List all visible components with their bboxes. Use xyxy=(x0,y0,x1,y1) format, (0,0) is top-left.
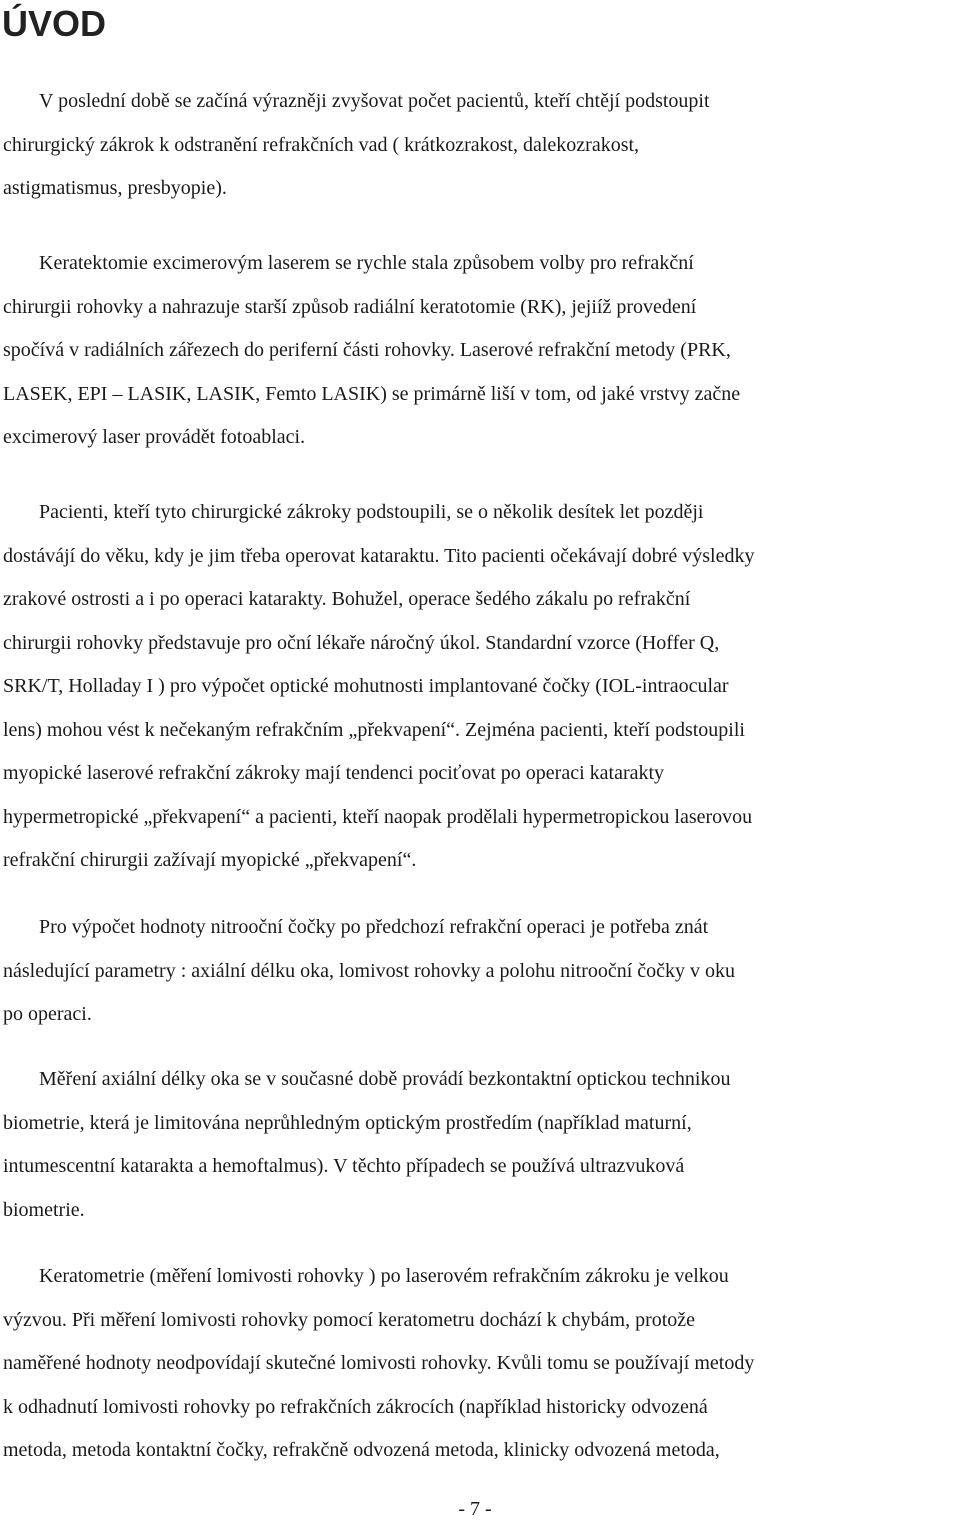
paragraph-line: intumescentní katarakta a hemoftalmus). V těchto případech se používá ultrazvuková xyxy=(3,1155,685,1177)
paragraph-line: k odhadnutí lomivosti rohovky po refrakčních zákrocích (například historicky odvozená xyxy=(3,1395,708,1418)
paragraph-line: Pacienti, kteří tyto chirurgické zákroky podstoupili, se o několik desítek let později xyxy=(39,501,704,523)
paragraph-line: výzvou. Při měření lomivosti rohovky pomocí keratometru dochází k chybám, protože xyxy=(3,1308,696,1331)
paragraph-line: chirurgii rohovky představuje pro oční lékaře náročný úkol. Standardní vzorce (Hoffer Q, xyxy=(3,631,720,654)
paragraph-line: metoda, metoda kontaktní čočky, refrakčně odvozená metoda, klinicky odvozená metoda, xyxy=(3,1439,720,1461)
paragraph-line: Keratektomie excimerovým laserem se rychle stala způsobem volby pro refrakční xyxy=(39,252,694,274)
paragraph-line: dostávájí do věku, kdy je jim třeba operovat kataraktu. Tito pacienti očekávají dobré výsledky xyxy=(3,544,755,567)
page-footer xyxy=(0,1496,960,1522)
paragraph-keratectomy xyxy=(3,242,960,460)
page-number: - 7 - xyxy=(458,1498,492,1520)
paragraph-line: Měření axiální délky oka se v současné době provádí bezkontaktní optickou technikou xyxy=(39,1068,731,1090)
paragraph-line: myopické laserové refrakční zákroky mají tendenci pociťovat po operaci katarakty xyxy=(3,762,665,784)
paragraph-lens-calculation xyxy=(3,906,960,1037)
paragraph-line: astigmatismus, presbyopie). xyxy=(3,177,227,199)
paragraph-line: následující parametry : axiální délku oka, lomivost rohovky a polohu nitrooční čočky v oku xyxy=(3,959,736,982)
paragraph-line: LASEK, EPI – LASIK, LASIK, Femto LASIK) se primárně liší v tom, od jaké vrstvy začne xyxy=(3,382,741,405)
paragraph-intro xyxy=(3,80,960,211)
section-heading: ÚVOD xyxy=(2,3,107,44)
paragraph-axial-length xyxy=(3,1058,960,1232)
paragraph-keratometry xyxy=(3,1255,960,1473)
paragraph-line: V poslední době se začíná výrazněji zvyšovat počet pacientů, kteří chtějí podstoupit xyxy=(39,90,710,112)
paragraph-line: po operaci. xyxy=(3,1003,92,1025)
paragraph-line: lens) mohou vést k nečekaným refrakčním „překvapení“. Zejména pacienti, kteří podstoupili xyxy=(3,718,745,741)
paragraph-patients xyxy=(3,491,960,883)
paragraph-line: spočívá v radiálních zářezech do periferní části rohovky. Laserové refrakční metody (PRK, xyxy=(3,339,731,361)
paragraph-line: Keratometrie (měření lomivosti rohovky ) po laserovém refrakčním zákroku je velkou xyxy=(39,1265,729,1287)
paragraph-line: chirurgický zákrok k odstranění refrakčních vad ( krátkozrakost, dalekozrakost, xyxy=(3,133,640,156)
paragraph-line: biometrie. xyxy=(3,1198,85,1221)
paragraph-line: SRK/T, Holladay I ) pro výpočet optické mohutnosti implantované čočky (IOL-intraocular xyxy=(3,675,729,697)
paragraph-line: biometrie, která je limitována neprůhledným optickým prostředím (například maturní, xyxy=(3,1111,692,1134)
paragraph-line: chirurgii rohovky a nahrazuje starší způsob radiální keratotomie (RK), jejiíž provedení xyxy=(3,295,697,318)
paragraph-line: Pro výpočet hodnoty nitrooční čočky po předchozí refrakční operaci je potřeba znát xyxy=(39,916,709,938)
paragraph-line: naměřené hodnoty neodpovídají skutečné lomivosti rohovky. Kvůli tomu se používají metody xyxy=(3,1352,755,1374)
paragraph-line: zrakové ostrosti a i po operaci katarakty. Bohužel, operace šedého zákalu po refrakční xyxy=(3,588,691,610)
paragraph-line: hypermetropické „překvapení“ a pacienti, kteří naopak prodělali hypermetropickou laserovou xyxy=(3,805,753,828)
paragraph-line: excimerový laser provádět fotoablaci. xyxy=(3,426,306,448)
paragraph-line: refrakční chirurgii zažívají myopické „překvapení“. xyxy=(3,849,417,871)
